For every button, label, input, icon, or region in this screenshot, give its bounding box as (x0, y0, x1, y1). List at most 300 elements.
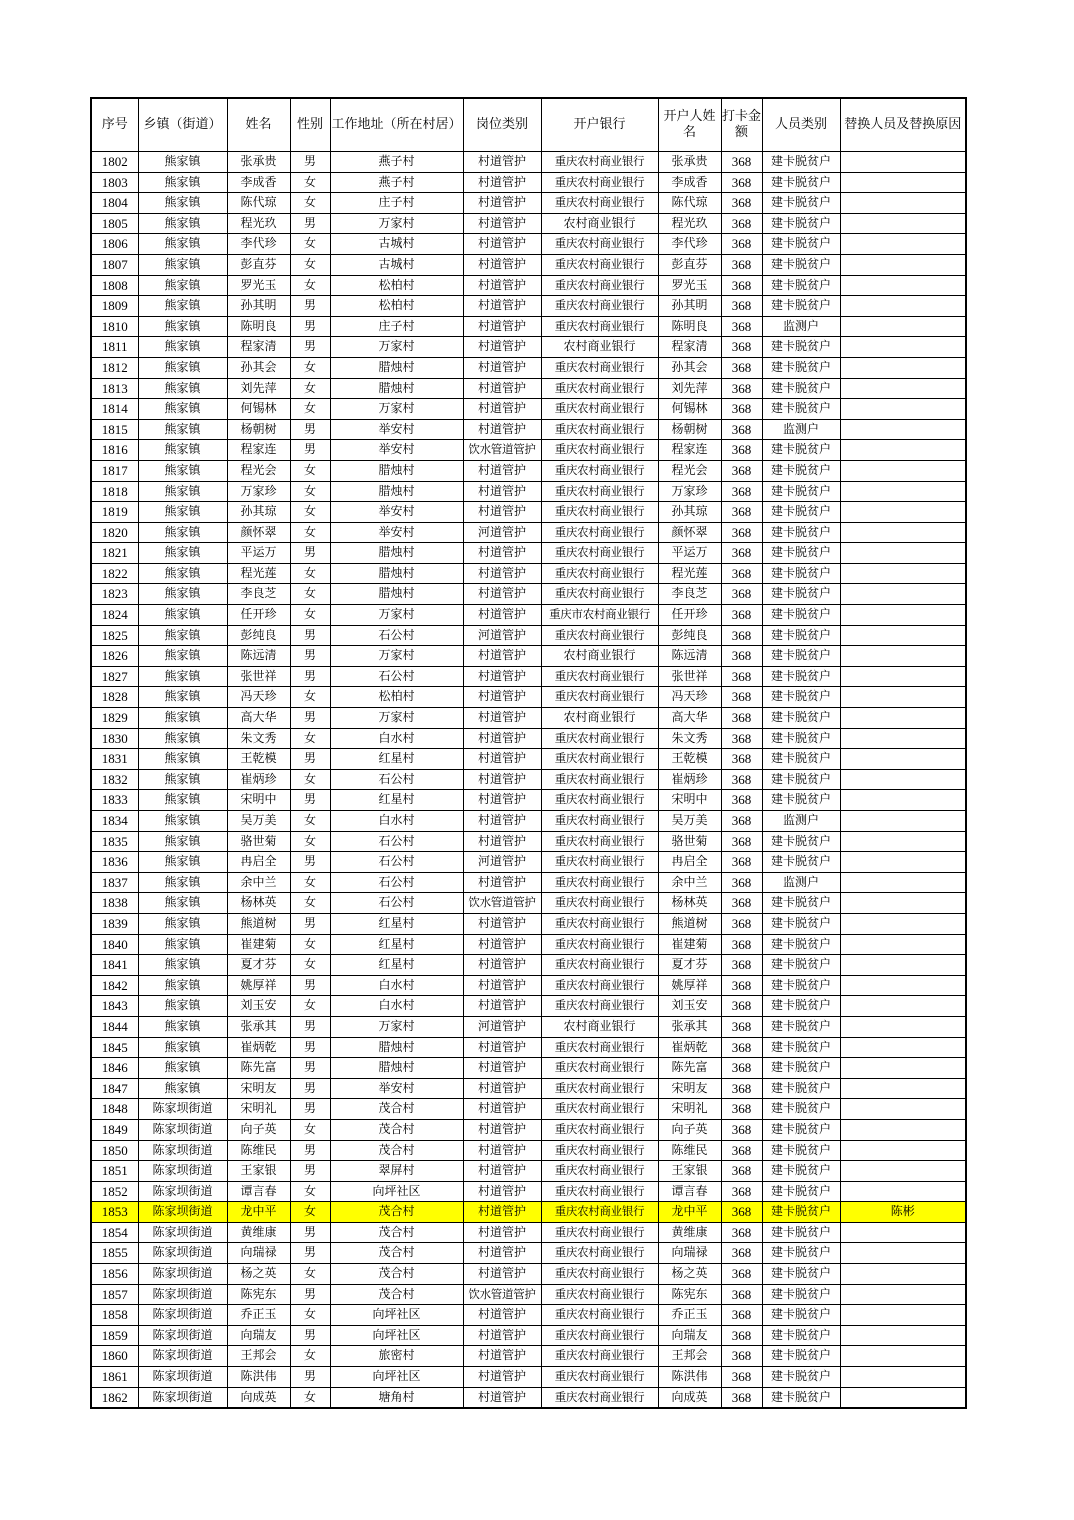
cell-work-address: 石公村 (330, 893, 463, 914)
cell-post-type: 村道管护 (463, 563, 541, 584)
cell-gender: 男 (290, 296, 330, 317)
cell-person-category: 建卡脱贫户 (762, 460, 840, 481)
table-row (91, 1222, 966, 1243)
cell-post-type: 村道管护 (463, 1099, 541, 1120)
table-row (91, 872, 966, 893)
cell-person-category: 建卡脱贫户 (762, 1222, 840, 1243)
cell-account-holder: 彭纯良 (658, 625, 721, 646)
cell-replacement (840, 872, 966, 893)
cell-seq: 1813 (91, 378, 138, 399)
cell-name: 崔建菊 (227, 934, 290, 955)
cell-township: 熊家镇 (138, 316, 227, 337)
cell-replacement (840, 893, 966, 914)
cell-post-type: 河道管护 (463, 625, 541, 646)
cell-account-holder: 骆世菊 (658, 831, 721, 852)
table-row (91, 728, 966, 749)
table-row (91, 275, 966, 296)
cell-bank: 重庆农村商业银行 (541, 831, 658, 852)
cell-account-holder: 孙其会 (658, 357, 721, 378)
cell-post-type: 村道管护 (463, 543, 541, 564)
cell-person-category: 建卡脱贫户 (762, 955, 840, 976)
cell-bank: 重庆农村商业银行 (541, 955, 658, 976)
cell-replacement (840, 584, 966, 605)
cell-township: 熊家镇 (138, 254, 227, 275)
cell-account-holder: 陈明良 (658, 316, 721, 337)
cell-township: 陈家坝街道 (138, 1325, 227, 1346)
cell-gender: 女 (290, 522, 330, 543)
cell-name: 程家清 (227, 337, 290, 358)
cell-account-holder: 平运万 (658, 543, 721, 564)
cell-township: 熊家镇 (138, 872, 227, 893)
table-row (91, 975, 966, 996)
table-row (91, 357, 966, 378)
cell-account-holder: 冯天珍 (658, 687, 721, 708)
cell-post-type: 饮水管道管护 (463, 1284, 541, 1305)
cell-bank: 重庆农村商业银行 (541, 1202, 658, 1223)
cell-name: 李代珍 (227, 234, 290, 255)
table-row (91, 1078, 966, 1099)
cell-bank: 重庆农村商业银行 (541, 275, 658, 296)
cell-work-address: 腊烛村 (330, 584, 463, 605)
cell-amount: 368 (721, 811, 762, 832)
cell-replacement (840, 769, 966, 790)
cell-township: 陈家坝街道 (138, 1387, 227, 1408)
cell-gender: 男 (290, 749, 330, 770)
table-row (91, 316, 966, 337)
cell-seq: 1809 (91, 296, 138, 317)
cell-township: 陈家坝街道 (138, 1284, 227, 1305)
cell-seq: 1839 (91, 913, 138, 934)
cell-amount: 368 (721, 1119, 762, 1140)
cell-gender: 女 (290, 893, 330, 914)
table-row (91, 811, 966, 832)
cell-account-holder: 崔建菊 (658, 934, 721, 955)
cell-gender: 女 (290, 811, 330, 832)
cell-replacement (840, 913, 966, 934)
cell-seq: 1808 (91, 275, 138, 296)
cell-gender: 女 (290, 172, 330, 193)
cell-township: 熊家镇 (138, 1078, 227, 1099)
cell-work-address: 茂合村 (330, 1264, 463, 1285)
cell-person-category: 建卡脱贫户 (762, 975, 840, 996)
cell-bank: 重庆农村商业银行 (541, 1305, 658, 1326)
cell-amount: 368 (721, 1058, 762, 1079)
beneficiary-table (90, 97, 967, 1409)
cell-bank: 重庆农村商业银行 (541, 1161, 658, 1182)
cell-township: 熊家镇 (138, 234, 227, 255)
cell-work-address: 石公村 (330, 625, 463, 646)
cell-name: 宋明礼 (227, 1099, 290, 1120)
cell-bank: 重庆农村商业银行 (541, 522, 658, 543)
cell-name: 崔炳乾 (227, 1037, 290, 1058)
cell-amount: 368 (721, 1099, 762, 1120)
cell-name: 宋明中 (227, 790, 290, 811)
cell-gender: 女 (290, 193, 330, 214)
cell-bank: 重庆农村商业银行 (541, 666, 658, 687)
cell-work-address: 石公村 (330, 666, 463, 687)
cell-amount: 368 (721, 357, 762, 378)
cell-township: 陈家坝街道 (138, 1222, 227, 1243)
cell-person-category: 建卡脱贫户 (762, 1140, 840, 1161)
table-row (91, 502, 966, 523)
cell-replacement (840, 1284, 966, 1305)
cell-work-address: 腊烛村 (330, 563, 463, 584)
cell-amount: 368 (721, 193, 762, 214)
cell-replacement (840, 1161, 966, 1182)
cell-name: 张承贵 (227, 152, 290, 173)
cell-gender: 女 (290, 1202, 330, 1223)
table-row (91, 646, 966, 667)
table-row (91, 831, 966, 852)
cell-seq: 1847 (91, 1078, 138, 1099)
cell-township: 熊家镇 (138, 337, 227, 358)
col-header-township: 乡镇（街道） (138, 98, 227, 152)
cell-seq: 1858 (91, 1305, 138, 1326)
cell-amount: 368 (721, 831, 762, 852)
cell-person-category: 建卡脱贫户 (762, 275, 840, 296)
cell-work-address: 石公村 (330, 872, 463, 893)
cell-name: 崔炳珍 (227, 769, 290, 790)
cell-post-type: 村道管护 (463, 213, 541, 234)
cell-seq: 1817 (91, 460, 138, 481)
cell-work-address: 红星村 (330, 934, 463, 955)
cell-post-type: 村道管护 (463, 1367, 541, 1388)
cell-amount: 368 (721, 1181, 762, 1202)
cell-gender: 男 (290, 708, 330, 729)
cell-township: 熊家镇 (138, 769, 227, 790)
cell-person-category: 建卡脱贫户 (762, 728, 840, 749)
cell-person-category: 建卡脱贫户 (762, 1284, 840, 1305)
cell-gender: 男 (290, 852, 330, 873)
cell-gender: 男 (290, 152, 330, 173)
cell-person-category: 建卡脱贫户 (762, 1016, 840, 1037)
cell-work-address: 腊烛村 (330, 481, 463, 502)
table-row (91, 666, 966, 687)
cell-amount: 368 (721, 728, 762, 749)
cell-seq: 1862 (91, 1387, 138, 1408)
cell-seq: 1825 (91, 625, 138, 646)
cell-person-category: 建卡脱贫户 (762, 687, 840, 708)
cell-gender: 女 (290, 955, 330, 976)
cell-gender: 女 (290, 460, 330, 481)
col-header-replacement: 替换人员及替换原因 (840, 98, 966, 152)
cell-post-type: 村道管护 (463, 1161, 541, 1182)
cell-person-category: 建卡脱贫户 (762, 1099, 840, 1120)
cell-bank: 重庆农村商业银行 (541, 1058, 658, 1079)
cell-work-address: 石公村 (330, 831, 463, 852)
cell-seq: 1834 (91, 811, 138, 832)
cell-work-address: 松柏村 (330, 296, 463, 317)
cell-bank: 农村商业银行 (541, 646, 658, 667)
table-row (91, 1202, 966, 1223)
cell-post-type: 饮水管道管护 (463, 893, 541, 914)
cell-name: 彭直芬 (227, 254, 290, 275)
cell-township: 熊家镇 (138, 913, 227, 934)
cell-post-type: 村道管护 (463, 584, 541, 605)
cell-person-category: 监测户 (762, 419, 840, 440)
table-row (91, 193, 966, 214)
cell-post-type: 村道管护 (463, 811, 541, 832)
cell-township: 熊家镇 (138, 728, 227, 749)
cell-person-category: 建卡脱贫户 (762, 646, 840, 667)
cell-post-type: 村道管护 (463, 234, 541, 255)
cell-gender: 男 (290, 790, 330, 811)
cell-post-type: 村道管护 (463, 1078, 541, 1099)
cell-bank: 重庆农村商业银行 (541, 440, 658, 461)
cell-account-holder: 杨之英 (658, 1264, 721, 1285)
cell-township: 熊家镇 (138, 584, 227, 605)
cell-post-type: 饮水管道管护 (463, 440, 541, 461)
cell-replacement (840, 811, 966, 832)
cell-name: 谭言春 (227, 1181, 290, 1202)
cell-account-holder: 程光莲 (658, 563, 721, 584)
cell-bank: 重庆农村商业银行 (541, 769, 658, 790)
cell-replacement (840, 502, 966, 523)
cell-person-category: 建卡脱贫户 (762, 1202, 840, 1223)
cell-post-type: 村道管护 (463, 460, 541, 481)
cell-account-holder: 向瑞禄 (658, 1243, 721, 1264)
cell-replacement (840, 934, 966, 955)
table-row (91, 481, 966, 502)
cell-name: 朱文秀 (227, 728, 290, 749)
cell-name: 李成香 (227, 172, 290, 193)
cell-replacement (840, 1243, 966, 1264)
cell-post-type: 村道管护 (463, 152, 541, 173)
cell-work-address: 古城村 (330, 234, 463, 255)
cell-work-address: 腊烛村 (330, 460, 463, 481)
cell-account-holder: 程光会 (658, 460, 721, 481)
cell-amount: 368 (721, 213, 762, 234)
cell-township: 熊家镇 (138, 666, 227, 687)
cell-bank: 重庆农村商业银行 (541, 502, 658, 523)
table-row (91, 1305, 966, 1326)
table-row (91, 1325, 966, 1346)
cell-post-type: 河道管护 (463, 852, 541, 873)
cell-replacement (840, 1058, 966, 1079)
cell-seq: 1849 (91, 1119, 138, 1140)
cell-bank: 重庆农村商业银行 (541, 975, 658, 996)
cell-replacement (840, 543, 966, 564)
cell-seq: 1854 (91, 1222, 138, 1243)
cell-township: 陈家坝街道 (138, 1264, 227, 1285)
cell-replacement (840, 605, 966, 626)
cell-work-address: 举安村 (330, 522, 463, 543)
cell-person-category: 建卡脱贫户 (762, 1367, 840, 1388)
cell-name: 夏才芬 (227, 955, 290, 976)
cell-post-type: 村道管护 (463, 687, 541, 708)
cell-bank: 重庆农村商业银行 (541, 893, 658, 914)
cell-seq: 1827 (91, 666, 138, 687)
cell-bank: 重庆农村商业银行 (541, 1099, 658, 1120)
cell-bank: 重庆农村商业银行 (541, 234, 658, 255)
cell-seq: 1856 (91, 1264, 138, 1285)
cell-township: 陈家坝街道 (138, 1140, 227, 1161)
cell-account-holder: 孙其明 (658, 296, 721, 317)
cell-work-address: 塘角村 (330, 1387, 463, 1408)
cell-seq: 1844 (91, 1016, 138, 1037)
cell-post-type: 村道管护 (463, 1243, 541, 1264)
cell-work-address: 万家村 (330, 646, 463, 667)
cell-name: 姚厚祥 (227, 975, 290, 996)
col-header-amount: 打卡金额 (721, 98, 762, 152)
table-row (91, 996, 966, 1017)
cell-work-address: 红星村 (330, 790, 463, 811)
cell-seq: 1820 (91, 522, 138, 543)
cell-post-type: 村道管护 (463, 296, 541, 317)
cell-person-category: 建卡脱贫户 (762, 440, 840, 461)
cell-account-holder: 夏才芬 (658, 955, 721, 976)
cell-gender: 男 (290, 316, 330, 337)
cell-bank: 重庆农村商业银行 (541, 1264, 658, 1285)
cell-replacement (840, 790, 966, 811)
cell-person-category: 建卡脱贫户 (762, 1346, 840, 1367)
cell-person-category: 建卡脱贫户 (762, 1119, 840, 1140)
cell-amount: 368 (721, 254, 762, 275)
cell-name: 吴万美 (227, 811, 290, 832)
cell-amount: 368 (721, 1161, 762, 1182)
cell-gender: 女 (290, 254, 330, 275)
cell-person-category: 建卡脱贫户 (762, 357, 840, 378)
cell-gender: 女 (290, 481, 330, 502)
cell-replacement (840, 831, 966, 852)
cell-seq: 1843 (91, 996, 138, 1017)
cell-name: 宋明友 (227, 1078, 290, 1099)
cell-account-holder: 杨林英 (658, 893, 721, 914)
cell-amount: 368 (721, 955, 762, 976)
cell-seq: 1848 (91, 1099, 138, 1120)
cell-person-category: 建卡脱贫户 (762, 213, 840, 234)
cell-gender: 男 (290, 1284, 330, 1305)
cell-bank: 重庆农村商业银行 (541, 357, 658, 378)
cell-amount: 368 (721, 234, 762, 255)
cell-amount: 368 (721, 1016, 762, 1037)
cell-person-category: 建卡脱贫户 (762, 934, 840, 955)
cell-amount: 368 (721, 1284, 762, 1305)
cell-gender: 男 (290, 213, 330, 234)
cell-replacement (840, 172, 966, 193)
table-row (91, 419, 966, 440)
table-row (91, 790, 966, 811)
table-row (91, 913, 966, 934)
cell-work-address: 古城村 (330, 254, 463, 275)
cell-replacement (840, 1367, 966, 1388)
cell-work-address: 翠屏村 (330, 1161, 463, 1182)
cell-name: 程光会 (227, 460, 290, 481)
cell-bank: 重庆农村商业银行 (541, 584, 658, 605)
cell-person-category: 建卡脱贫户 (762, 399, 840, 420)
cell-name: 龙中平 (227, 1202, 290, 1223)
cell-work-address: 茂合村 (330, 1284, 463, 1305)
cell-replacement (840, 1346, 966, 1367)
cell-name: 陈明良 (227, 316, 290, 337)
cell-amount: 368 (721, 605, 762, 626)
cell-seq: 1850 (91, 1140, 138, 1161)
cell-person-category: 建卡脱贫户 (762, 893, 840, 914)
cell-person-category: 建卡脱贫户 (762, 378, 840, 399)
cell-person-category: 建卡脱贫户 (762, 749, 840, 770)
cell-post-type: 村道管护 (463, 790, 541, 811)
cell-township: 熊家镇 (138, 996, 227, 1017)
cell-gender: 女 (290, 1119, 330, 1140)
cell-name: 向瑞禄 (227, 1243, 290, 1264)
cell-gender: 男 (290, 1367, 330, 1388)
cell-work-address: 向坪社区 (330, 1325, 463, 1346)
cell-bank: 重庆农村商业银行 (541, 316, 658, 337)
cell-replacement (840, 1305, 966, 1326)
cell-replacement (840, 708, 966, 729)
cell-amount: 368 (721, 522, 762, 543)
cell-account-holder: 王邦会 (658, 1346, 721, 1367)
cell-seq: 1816 (91, 440, 138, 461)
cell-name: 颜怀翠 (227, 522, 290, 543)
cell-name: 向成英 (227, 1387, 290, 1408)
table-row (91, 172, 966, 193)
cell-township: 熊家镇 (138, 563, 227, 584)
cell-seq: 1815 (91, 419, 138, 440)
cell-township: 熊家镇 (138, 193, 227, 214)
cell-township: 熊家镇 (138, 646, 227, 667)
cell-person-category: 建卡脱贫户 (762, 193, 840, 214)
cell-seq: 1861 (91, 1367, 138, 1388)
table-row (91, 687, 966, 708)
cell-work-address: 茂合村 (330, 1119, 463, 1140)
cell-seq: 1851 (91, 1161, 138, 1182)
cell-seq: 1807 (91, 254, 138, 275)
cell-account-holder: 罗光玉 (658, 275, 721, 296)
cell-name: 陈宪东 (227, 1284, 290, 1305)
cell-bank: 重庆市农村商业银行 (541, 605, 658, 626)
cell-township: 熊家镇 (138, 1016, 227, 1037)
table-row (91, 769, 966, 790)
cell-post-type: 村道管护 (463, 1346, 541, 1367)
cell-gender: 男 (290, 975, 330, 996)
cell-account-holder: 陈洪伟 (658, 1367, 721, 1388)
cell-amount: 368 (721, 913, 762, 934)
cell-amount: 368 (721, 893, 762, 914)
table-row (91, 460, 966, 481)
cell-seq: 1819 (91, 502, 138, 523)
cell-account-holder: 冉启全 (658, 852, 721, 873)
cell-gender: 男 (290, 440, 330, 461)
cell-work-address: 腊烛村 (330, 378, 463, 399)
col-header-name: 姓名 (227, 98, 290, 152)
cell-work-address: 万家村 (330, 1016, 463, 1037)
cell-replacement (840, 399, 966, 420)
cell-replacement (840, 152, 966, 173)
cell-gender: 女 (290, 605, 330, 626)
cell-replacement (840, 563, 966, 584)
cell-person-category: 建卡脱贫户 (762, 1305, 840, 1326)
cell-bank: 重庆农村商业银行 (541, 1222, 658, 1243)
cell-account-holder: 颜怀翠 (658, 522, 721, 543)
cell-replacement (840, 975, 966, 996)
cell-seq: 1811 (91, 337, 138, 358)
cell-work-address: 腊烛村 (330, 357, 463, 378)
cell-name: 余中兰 (227, 872, 290, 893)
cell-township: 熊家镇 (138, 687, 227, 708)
table-row (91, 1058, 966, 1079)
cell-account-holder: 熊道树 (658, 913, 721, 934)
cell-amount: 368 (721, 1078, 762, 1099)
cell-work-address: 腊烛村 (330, 1037, 463, 1058)
cell-amount: 368 (721, 666, 762, 687)
cell-person-category: 建卡脱贫户 (762, 769, 840, 790)
cell-name: 刘先萍 (227, 378, 290, 399)
cell-account-holder: 陈宪东 (658, 1284, 721, 1305)
cell-bank: 重庆农村商业银行 (541, 1387, 658, 1408)
table-row (91, 625, 966, 646)
cell-seq: 1806 (91, 234, 138, 255)
